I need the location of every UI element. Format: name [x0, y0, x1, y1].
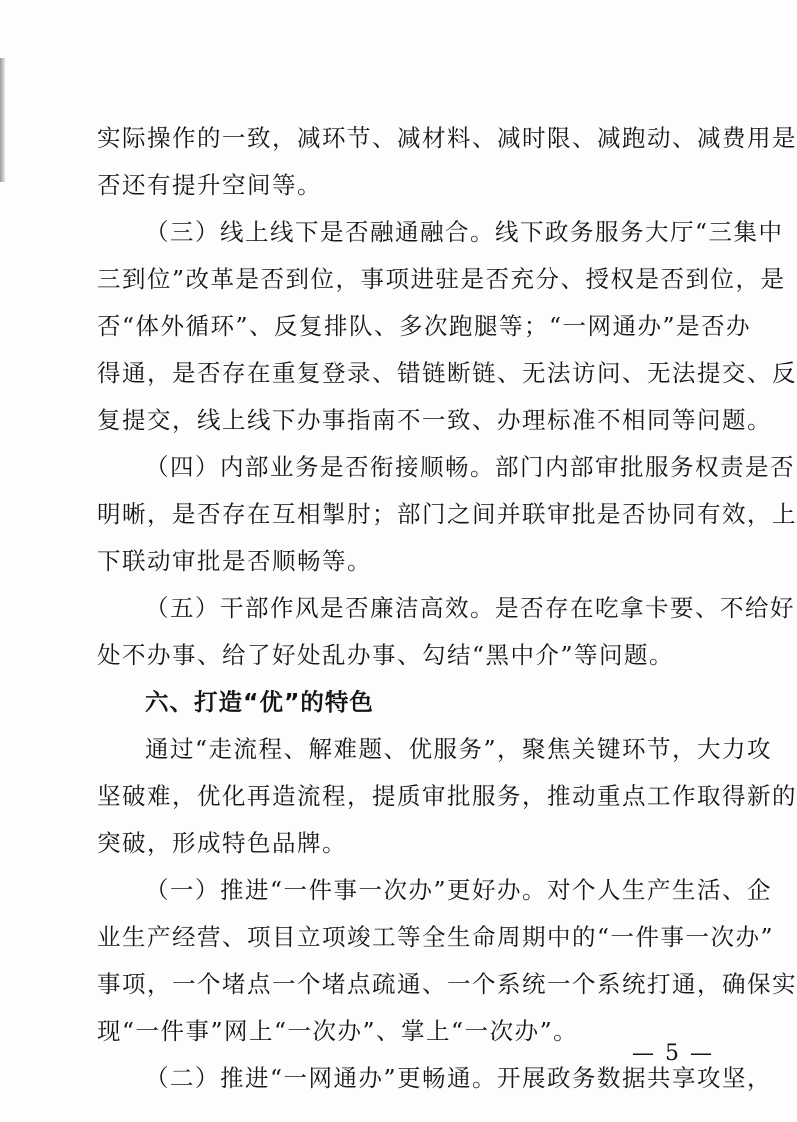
scan-edge-mark [0, 58, 5, 182]
body-line: （二）推进“一网通办”更畅通。开展政务数据共享攻坚， [145, 1064, 773, 1092]
body-line: 通过“走流程、解难题、优服务”，聚焦关键环节，大力攻 [145, 735, 773, 763]
body-line: （三）线上线下是否融通融合。线下政务服务大厅“三集中 [145, 218, 784, 246]
body-line: （四）内部业务是否衔接顺畅。部门内部审批服务权责是否 [145, 453, 795, 481]
body-line: 坚破难，优化再造流程，提质审批服务，推动重点工作取得新的 [97, 782, 797, 810]
body-line: 明晰，是否存在互相掣肘；部门之间并联审批是否协同有效，上 [97, 500, 797, 528]
section-heading: 六、打造“优”的特色 [145, 688, 374, 716]
body-line: （一）推进“一件事一次办”更好办。对个人生产生活、企 [145, 876, 773, 904]
body-line: 复提交，线上线下办事指南不一致、办理标准不相同等问题。 [97, 406, 772, 434]
body-line: 否还有提升空间等。 [97, 171, 322, 199]
body-line: （五）干部作风是否廉洁高效。是否存在吃拿卡要、不给好 [145, 594, 795, 622]
body-line: 下联动审批是否顺畅等。 [97, 547, 372, 575]
body-line: 业生产经营、项目立项竣工等全生命周期中的“一件事一次办” [97, 923, 775, 951]
body-line: 现“一件事”网上“一次办”、掌上“一次办”。 [97, 1017, 579, 1045]
body-line: 突破，形成特色品牌。 [97, 829, 347, 857]
body-line: 事项，一个堵点一个堵点疏通、一个系统一个系统打通，确保实 [97, 970, 797, 998]
body-line: 得通，是否存在重复登录、错链断链、无法访问、无法提交、反 [97, 359, 797, 387]
body-line: 处不办事、给了好处乱办事、勾结“黑中介”等问题。 [97, 641, 675, 669]
page-number: — 5 — [632, 1041, 714, 1066]
body-line: 否“体外循环”、反复排队、多次跑腿等；“一网通办”是否办 [97, 312, 752, 340]
body-line: 实际操作的一致，减环节、减材料、减时限、减跑动、减费用是 [97, 124, 797, 152]
body-line: 三到位”改革是否到位，事项进驻是否充分、授权是否到位，是 [97, 265, 786, 293]
